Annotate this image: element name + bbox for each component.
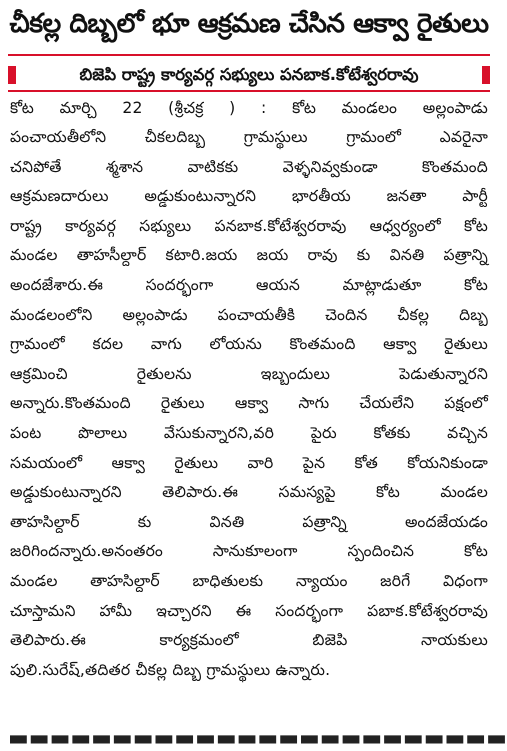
article-body-line: కోట మార్చి 22 (శ్రీచక్ర ) : కోట మండలం అల్లంపాడు <box>10 98 488 117</box>
article-body-line: పంట పొలాలు వేసుకున్నారని,వరి పైరు కోతకు వచ్చిన <box>10 424 488 443</box>
article-body-line: రాష్ట్ర కార్యవర్గ సభ్యులు పనబాక.కోటేశ్వరరావు ఆధ్వర్యంలో కోట <box>10 216 488 235</box>
article-body-line: పులి.సురేష్,తదితర చీకల్ల దిబ్బ గ్రామస్థులు ఉన్నారు. <box>10 660 331 679</box>
article-body-line: తెలిపారు.ఈ కార్యక్రమంలో బిజెపి నాయకులు <box>10 631 488 650</box>
article-body-line: చూస్తామని హామీ ఇచ్చారని ఈ సందర్భంగా పబాక.కోటేశ్వరరావు <box>10 601 488 620</box>
article-body-line: తాహసిల్దార్ కు వినతి పత్రాన్ని అందజేయడం <box>10 512 488 531</box>
article-body-line: అడ్డుకుంటున్నారని తెలిపారు.ఈ సమస్యపై కోట మండల <box>10 483 488 502</box>
subheadline-left-bar <box>8 66 16 84</box>
article-body-line: మండలంలోని అల్లంపాడు పంచాయతీకి చెందిన చీకల్ల దిబ్బ <box>10 305 488 324</box>
article-body <box>8 94 490 686</box>
article-body-line: జరిగిందన్నారు.అనంతరం సానుకూలంగా స్పందించిన కోట <box>10 542 488 561</box>
article-body-line: అన్నారు.కొంతమంది రైతులు ఆక్వా సాగు చేయలేని పక్షంలో <box>10 394 488 413</box>
article-body-line: పంచాయతీలోని చీకలదిబ్బ గ్రామస్థులు గ్రామంలో ఎవరైనా <box>10 128 488 147</box>
headline: చీకల్ల దిబ్బలో భూ ఆక్రమణ చేసిన ఆక్వా రైతులు <box>9 8 489 39</box>
article-body-line: ఆక్రమణదారులు అడ్డుకుంటున్నారని భారతీయ జనతా పార్టీ <box>10 187 488 206</box>
article-body-line: మండల తాహసిల్దార్ బాధితులకు న్యాయం జరిగే విధంగా <box>10 572 488 590</box>
subheadline-divider <box>8 90 490 92</box>
subheadline: బిజెపి రాష్ట్ర కార్యవర్గ సభ్యులు పనబాక.కోటేశ్వరరావు <box>79 65 419 84</box>
headline-divider <box>8 54 490 56</box>
article-body-line: చనిపోతే శ్మశాన వాటికకు వెళ్ళనివ్వకుండా కొంతమంది <box>10 157 488 176</box>
next-article-headline-fragment: ▬▬▬▬▬▬▬▬▬▬▬▬▬▬▬▬▬▬▬▬▬▬▬▬ <box>8 726 507 751</box>
article-body-line: అందజేశారు.ఈ సందర్భంగా ఆయన మాట్లాడుతూ కోట <box>10 276 488 295</box>
article-body-line: సమయంలో ఆక్వా రైతులు వారి పైన కోత కోయనికుండా <box>10 453 488 472</box>
article-body-line: మండల తాహసీల్దార్ కటారి.జయ జయ రావు కు వినతి పత్రాన్ని <box>10 246 488 265</box>
article-body-line: ఆక్రమించి రైతులను ఇబ్బందులు పెడుతున్నారని <box>10 364 488 383</box>
next-article-cutoff <box>8 726 507 751</box>
subheadline-band <box>8 58 490 90</box>
article-body-line: గ్రామంలో కదల వాగు లోయను కొంతమంది ఆక్వా రైతులు <box>10 335 488 354</box>
subheadline-right-bar <box>482 66 490 84</box>
